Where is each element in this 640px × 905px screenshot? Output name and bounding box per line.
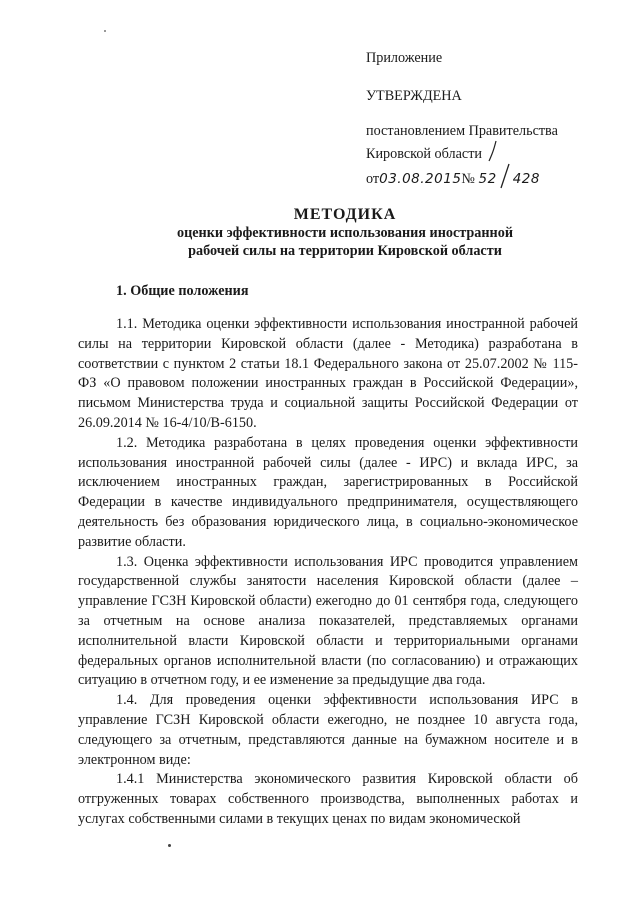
paragraph-1-3: 1.3. Оценка эффективности использования ИРС проводится управлением государственной службы занятости населения Кировской области (далее – управление ГСЗН Кировской области) ежегодно до 01 сентября года, следующего за отчетным на основе анализа показателей, представляемых органами исполнительной власти Кировской области и территориальными органами федеральных органов исполнительной власти (по согласованию) и отражающих ситуацию в отчетном году, и ее изменение за предыдущие два года. <box>78 553 578 689</box>
document-title <box>100 205 590 260</box>
handwritten-number: 52 <box>478 171 497 187</box>
section-heading: 1. Общие положения <box>116 283 249 299</box>
handwritten-number-suffix: 428 <box>512 171 540 187</box>
title-main: МЕТОДИКА <box>293 206 397 223</box>
document-body <box>78 315 578 830</box>
number-prefix: № <box>461 171 475 187</box>
handwritten-date: 03.08.2015 <box>379 171 462 187</box>
paragraph-1-4: 1.4. Для проведения оценки эффективности использования ИРС в управление ГСЗН Кировской области ежегодно, не позднее 10 августа года, следующего за отчетным, представляются данные на бумажном носителе и в электронном виде: <box>78 692 578 768</box>
approved-label: УТВЕРЖДЕНА <box>366 88 462 104</box>
title-line-1: оценки эффективности использования иностранной <box>176 225 514 241</box>
handwritten-stroke-icon <box>487 140 499 162</box>
paragraph-1-1: 1.1. Методика оценки эффективности использования иностранной рабочей силы на территории Кировской области (далее - Методика) разработана в соответствии с пунктом 2 статьи 18.1 Федерального закона от 25.07.2002 № 115-ФЗ «О правовом положении иностранных граждан в Российской Федерации», письмом Министерства труда и социальной защиты Российской Федерации от 26.09.2014 № 16-4/10/В-6150. <box>78 316 578 431</box>
handwritten-slash-icon <box>498 163 512 189</box>
title-line-2: рабочей силы на территории Кировской области <box>188 243 502 259</box>
approval-block <box>366 50 626 189</box>
appendix-label: Приложение <box>366 50 443 66</box>
approved-by-region: Кировской области <box>366 146 482 162</box>
scan-dot <box>168 844 171 847</box>
date-prefix: от <box>366 171 380 187</box>
paragraph-1-2: 1.2. Методика разработана в целях проведения оценки эффективности использования иностранной рабочей силы (далее - ИРС) и вклада ИРС, за исключением иностранных граждан, зарегистрированных в Российской Федерации в качестве индивидуального предпринимателя, осуществляющего деятельность без образования юридического лица, в социально-экономическое развитие области. <box>78 434 578 550</box>
decree-date-line <box>366 163 626 189</box>
approved-by-line-1: постановлением Правительства <box>366 123 558 139</box>
approved-by-line-2 <box>366 140 626 163</box>
scan-speck <box>104 30 106 32</box>
paragraph-1-4-1: 1.4.1 Министерства экономического развития Кировской области об отгруженных товарах собственного производства, выполненных работах и услугах собственными силами в текущих ценах по видам экономической <box>78 771 578 827</box>
